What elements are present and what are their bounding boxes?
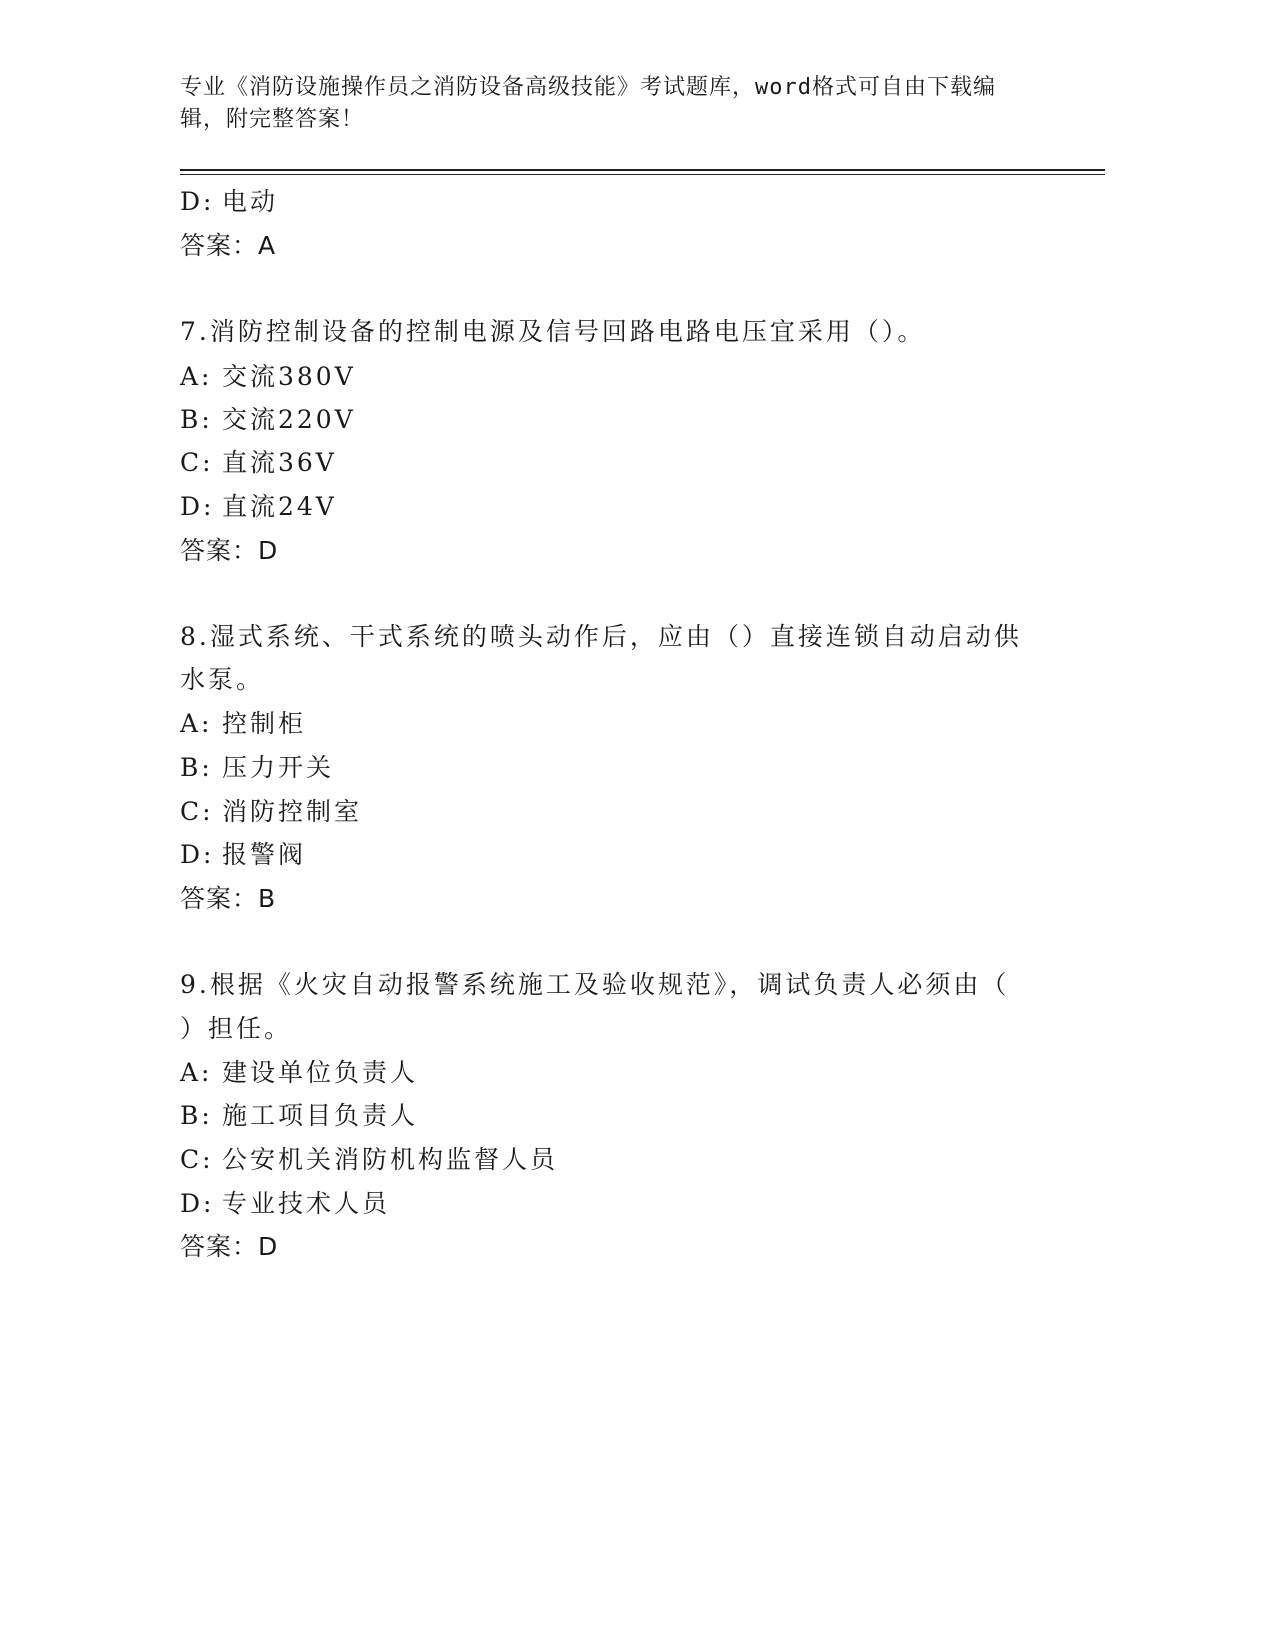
question-9-option-c [180, 1144, 1080, 1176]
option-key: C: [180, 448, 214, 477]
option-text: 交流380V [222, 362, 356, 391]
option-text: 控制柜 [222, 709, 307, 738]
question-7-option-c [180, 447, 1080, 479]
carryover-option-d [180, 186, 1080, 218]
header-line-1: 专业《消防设施操作员之消防设备高级技能》考试题库，word格式可自由下载编 [180, 75, 996, 100]
question-7-option-b [180, 404, 1080, 436]
option-text: 消防控制室 [222, 797, 363, 826]
question-8-option-a [180, 708, 1080, 740]
header-divider-thin [180, 174, 1105, 175]
question-7-answer: 答案：D [180, 536, 279, 565]
header-line-2: 辑，附完整答案！ [180, 107, 365, 132]
option-key: B: [180, 1101, 213, 1130]
option-key: D: [180, 187, 215, 216]
option-key: C: [180, 797, 214, 826]
question-7-option-a [180, 361, 1080, 393]
question-9-option-a [180, 1057, 1080, 1089]
carryover-answer: 答案：A [180, 231, 277, 260]
option-key: A: [180, 1058, 213, 1087]
option-key: A: [180, 709, 213, 738]
option-text: 报警阀 [222, 840, 307, 869]
option-key: B: [180, 753, 213, 782]
question-9-stem-line-1: 9.根据《火灾自动报警系统施工及验收规范》，调试负责人必须由（ [180, 970, 1010, 999]
option-key: D: [180, 840, 215, 869]
question-7-option-d [180, 491, 1080, 523]
question-8-answer: 答案：B [180, 884, 277, 913]
question-8-stem-line-2: 水泵。 [180, 665, 265, 694]
option-key: D: [180, 492, 215, 521]
question-9-stem-line-2: ）担任。 [180, 1014, 293, 1043]
question-8-option-d [180, 839, 1080, 871]
option-text: 直流36V [222, 448, 337, 477]
header-divider [180, 169, 1105, 171]
option-text: 公安机关消防机构监督人员 [222, 1145, 559, 1174]
option-key: B: [180, 405, 213, 434]
question-9-option-b [180, 1100, 1080, 1132]
question-9-answer: 答案：D [180, 1232, 279, 1261]
option-text: 建设单位负责人 [222, 1058, 419, 1087]
option-text: 施工项目负责人 [222, 1101, 419, 1130]
question-7-stem: 7.消防控制设备的控制电源及信号回路电路电压宜采用（）。 [180, 317, 926, 346]
question-8-option-c [180, 796, 1080, 828]
option-text: 交流220V [222, 405, 356, 434]
option-text: 电动 [222, 187, 279, 216]
document-header [180, 72, 1040, 136]
option-text: 专业技术人员 [222, 1189, 391, 1218]
option-text: 压力开关 [222, 753, 335, 782]
question-9-option-d [180, 1188, 1080, 1220]
question-8-option-b [180, 752, 1080, 784]
option-text: 直流24V [222, 492, 337, 521]
option-key: C: [180, 1145, 214, 1174]
option-key: A: [180, 362, 213, 391]
question-8-stem-line-1: 8.湿式系统、干式系统的喷头动作后，应由（）直接连锁自动启动供 [180, 622, 1022, 651]
option-key: D: [180, 1189, 215, 1218]
